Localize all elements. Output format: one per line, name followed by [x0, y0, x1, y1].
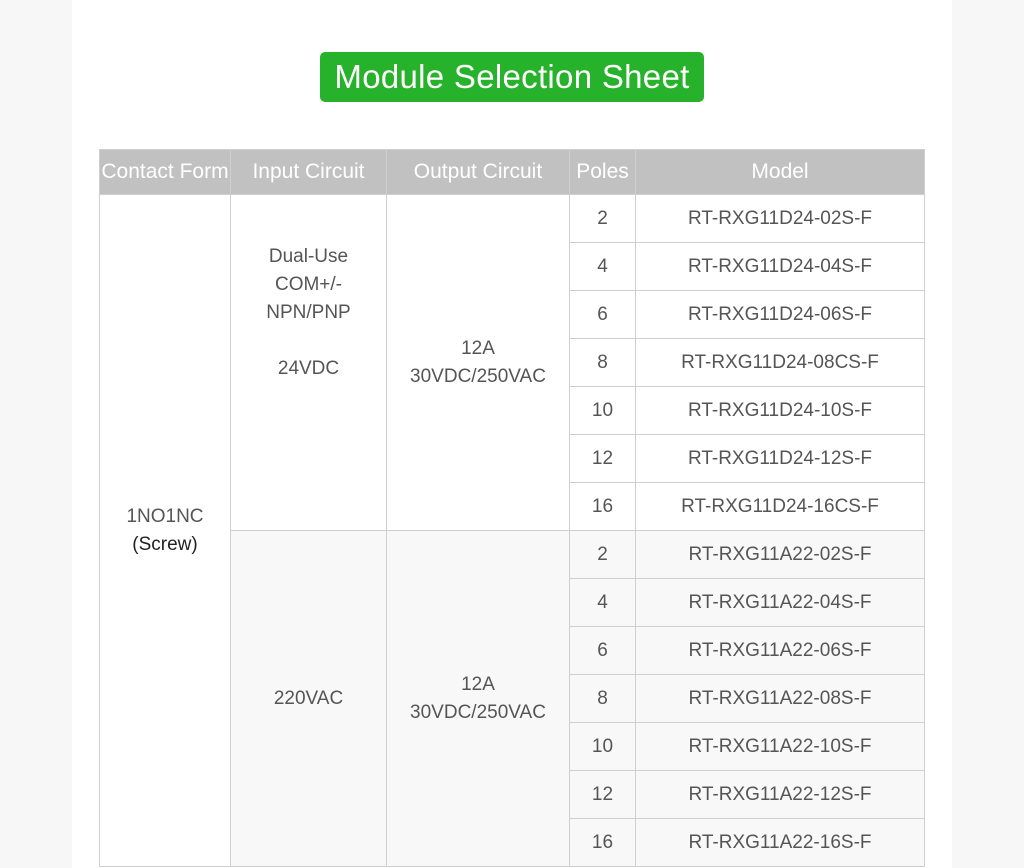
- input-circuit-cell: [231, 195, 387, 531]
- input-circuit-line: Dual-Use: [268, 245, 349, 267]
- selection-table: [99, 149, 925, 867]
- line-gap: [231, 327, 386, 355]
- title-wrap: [72, 52, 952, 102]
- output-circuit-cell: [387, 195, 570, 531]
- input-circuit-line: 24VDC: [277, 357, 340, 379]
- table-row: [100, 195, 925, 243]
- contact-form-type: 1NO1NC: [126, 505, 204, 527]
- poles-cell: 10: [570, 387, 636, 435]
- model-cell: RT-RXG11D24-16CS-F: [636, 483, 925, 531]
- poles-cell: 16: [570, 819, 636, 867]
- header-model: Model: [636, 150, 925, 195]
- header-output-circuit: Output Circuit: [387, 150, 570, 195]
- output-circuit-line: 12A: [461, 337, 495, 359]
- model-cell: RT-RXG11A22-02S-F: [636, 531, 925, 579]
- model-cell: RT-RXG11A22-10S-F: [636, 723, 925, 771]
- poles-cell: 12: [570, 771, 636, 819]
- poles-cell: 8: [570, 339, 636, 387]
- model-cell: RT-RXG11A22-06S-F: [636, 627, 925, 675]
- poles-cell: 6: [570, 291, 636, 339]
- poles-cell: 6: [570, 627, 636, 675]
- model-cell: RT-RXG11D24-10S-F: [636, 387, 925, 435]
- model-cell: RT-RXG11A22-16S-F: [636, 819, 925, 867]
- output-circuit-line: 30VDC/250VAC: [410, 365, 546, 387]
- header-poles: Poles: [570, 150, 636, 195]
- output-circuit-cell: [387, 531, 570, 867]
- table-header-row: [100, 150, 925, 195]
- poles-cell: 4: [570, 243, 636, 291]
- model-cell: RT-RXG11A22-08S-F: [636, 675, 925, 723]
- poles-cell: 12: [570, 435, 636, 483]
- model-cell: RT-RXG11D24-08CS-F: [636, 339, 925, 387]
- model-cell: RT-RXG11D24-12S-F: [636, 435, 925, 483]
- page-title: Module Selection Sheet: [320, 52, 703, 102]
- poles-cell: 10: [570, 723, 636, 771]
- page: [72, 0, 952, 868]
- poles-cell: 4: [570, 579, 636, 627]
- header-contact-form: Contact Form: [100, 150, 231, 195]
- header-input-circuit: Input Circuit: [231, 150, 387, 195]
- contact-form-cell: [100, 195, 231, 867]
- input-circuit-line: COM+/-: [274, 273, 343, 295]
- output-circuit-line: 30VDC/250VAC: [410, 701, 546, 723]
- output-circuit-line: 12A: [461, 673, 495, 695]
- model-cell: RT-RXG11A22-12S-F: [636, 771, 925, 819]
- poles-cell: 2: [570, 531, 636, 579]
- input-circuit-line: 220VAC: [273, 687, 344, 709]
- poles-cell: 2: [570, 195, 636, 243]
- poles-cell: 16: [570, 483, 636, 531]
- model-cell: RT-RXG11D24-04S-F: [636, 243, 925, 291]
- input-circuit-line: NPN/PNP: [266, 301, 351, 323]
- contact-form-mount: (Screw): [132, 533, 198, 555]
- input-circuit-cell: [231, 531, 387, 867]
- poles-cell: 8: [570, 675, 636, 723]
- model-cell: RT-RXG11D24-02S-F: [636, 195, 925, 243]
- model-cell: RT-RXG11A22-04S-F: [636, 579, 925, 627]
- model-cell: RT-RXG11D24-06S-F: [636, 291, 925, 339]
